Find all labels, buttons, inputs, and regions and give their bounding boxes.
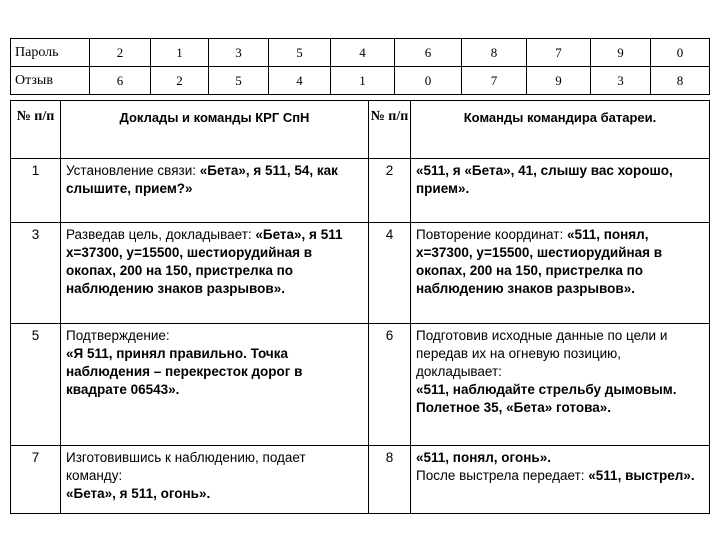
report-cell-segment: «Я 511, принял правильно. Точка наблюдения – перекресток дорог в квадрате 06543». [66, 346, 303, 397]
row-number-left: 5 [11, 324, 61, 446]
command-cell [411, 324, 710, 446]
command-cell [411, 446, 710, 514]
password-digit: 2 [90, 39, 151, 67]
password-digit: 3 [209, 39, 269, 67]
row-number-right: 8 [369, 446, 411, 514]
password-digit: 6 [395, 39, 462, 67]
report-cell-segment: «Бета», я 511 х=37300, у=15500, шестиорудийная в окопах, 200 на 150, пристрелка по наблюдению знаков разрывов». [66, 227, 343, 296]
report-cell-segment: Установление связи: [66, 163, 196, 178]
row-number-right: 2 [369, 159, 411, 223]
reply-digit: 4 [269, 67, 331, 95]
reply-digit: 8 [651, 67, 710, 95]
reply-digit: 2 [151, 67, 209, 95]
password-digit: 9 [591, 39, 651, 67]
reply-digit: 1 [331, 67, 395, 95]
table-row [11, 324, 710, 446]
password-digit: 7 [527, 39, 591, 67]
commands-header: Команды командира батареи. [411, 101, 710, 159]
reply-digit: 5 [209, 67, 269, 95]
password-label: Пароль [11, 39, 90, 67]
command-cell [411, 223, 710, 324]
row-number-left: 7 [11, 446, 61, 514]
command-cell-segment: Повторение координат: [416, 227, 564, 242]
reply-digit: 9 [527, 67, 591, 95]
command-cell-segment: «511, понял, х=37300, у=15500, шестиорудийная в окопах, 200 на 150, пристрелка по наблюдению знаков разрывов». [416, 227, 663, 296]
table-row [11, 223, 710, 324]
command-cell-segment: «511, выстрел». [584, 468, 695, 483]
password-row [11, 39, 710, 67]
report-cell [61, 446, 369, 514]
reply-label: Отзыв [11, 67, 90, 95]
reply-digit: 6 [90, 67, 151, 95]
password-digit: 0 [651, 39, 710, 67]
row-number-left: 1 [11, 159, 61, 223]
table-row [11, 446, 710, 514]
command-cell [411, 159, 710, 223]
commands-table [10, 100, 710, 514]
password-digit: 8 [462, 39, 527, 67]
table-row [11, 159, 710, 223]
password-table [10, 38, 710, 95]
table-header-row [11, 101, 710, 159]
reply-row [11, 67, 710, 95]
report-cell-segment: «Бета», я 511, 54, как слышите, прием?» [66, 163, 338, 196]
report-cell-segment: Разведав цель, докладывает: [66, 227, 256, 242]
report-cell-segment: Изготовившись к наблюдению, подает команду: [66, 450, 306, 483]
report-cell-segment: Подтверждение: [66, 328, 170, 343]
report-cell [61, 159, 369, 223]
command-cell-segment: «511, наблюдайте стрельбу дымовым. Полетное 35, «Бета» готова». [416, 382, 677, 415]
reply-digit: 7 [462, 67, 527, 95]
report-cell [61, 324, 369, 446]
num-header-right: № п/п [369, 101, 411, 159]
password-digit: 5 [269, 39, 331, 67]
report-cell [61, 223, 369, 324]
command-cell-segment: Подготовив исходные данные по цели и передав их на огневую позицию, докладывает: [416, 328, 668, 379]
row-number-left: 3 [11, 223, 61, 324]
row-number-right: 6 [369, 324, 411, 446]
password-digit: 1 [151, 39, 209, 67]
command-cell-segment: «511, понял, огонь». [416, 450, 551, 465]
table-body [11, 159, 710, 514]
reports-header: Доклады и команды КРГ СпН [61, 101, 369, 159]
row-number-right: 4 [369, 223, 411, 324]
password-digit: 4 [331, 39, 395, 67]
report-cell-segment: «Бета», я 511, огонь». [66, 486, 211, 501]
command-cell-segment: «511, я «Бета», 41, слышу вас хорошо, прием». [416, 163, 673, 196]
reply-digit: 0 [395, 67, 462, 95]
reply-digit: 3 [591, 67, 651, 95]
command-cell-segment: После выстрела передает: [416, 468, 585, 483]
num-header-left: № п/п [11, 101, 61, 159]
